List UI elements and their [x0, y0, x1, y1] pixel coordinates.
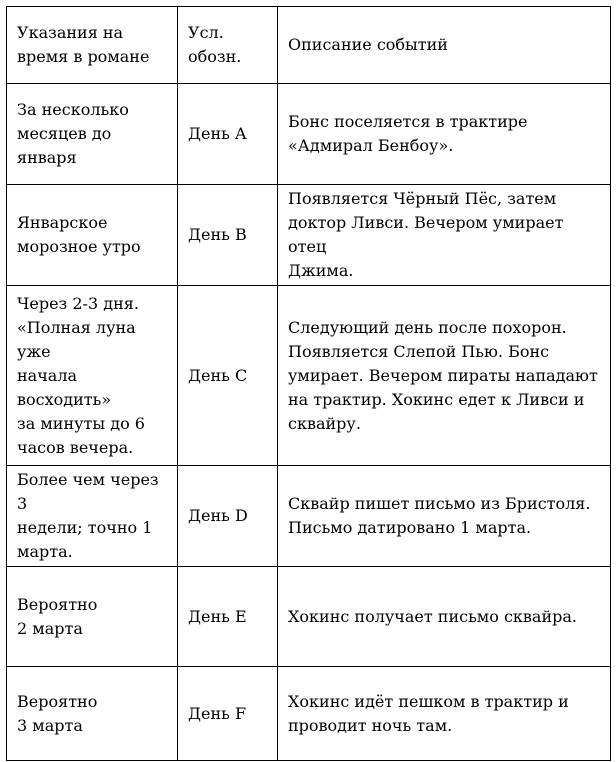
time-cell: Через 2-3 дня. «Полная луна уже начала восходить» за минуты до 6 часов вечера.: [7, 286, 178, 466]
time-cell: Январское морозное утро: [7, 185, 178, 286]
header-time: Указания на время в романе: [7, 7, 178, 84]
table-row: [7, 84, 611, 185]
table-row: [7, 567, 611, 667]
table-row: [7, 185, 611, 286]
time-cell: Вероятно 2 марта: [7, 567, 178, 667]
header-code: Усл. обозн.: [178, 7, 278, 84]
time-cell: Вероятно 3 марта: [7, 667, 178, 761]
table-row: [7, 286, 611, 466]
code-cell: День B: [178, 185, 278, 286]
code-cell: День F: [178, 667, 278, 761]
time-cell: За несколько месяцев до января: [7, 84, 178, 185]
code-cell: День C: [178, 286, 278, 466]
code-cell: День A: [178, 84, 278, 185]
code-cell: День D: [178, 466, 278, 567]
time-cell: Более чем через 3 недели; точно 1 марта.: [7, 466, 178, 567]
description-cell: Хокинс идёт пешком в трактир и проводит ночь там.: [278, 667, 611, 761]
description-cell: Следующий день после похорон. Появляется Слепой Пью. Бонс умирает. Вечером пираты нападают на трактир. Хокинс едет к Ливси и сквайру.: [278, 286, 611, 466]
table-row: [7, 466, 611, 567]
header-row: [7, 7, 611, 84]
header-description: Описание событий: [278, 7, 611, 84]
code-cell: День E: [178, 567, 278, 667]
timeline-table: [6, 6, 611, 761]
description-cell: Хокинс получает письмо сквайра.: [278, 567, 611, 667]
description-cell: Бонс поселяется в трактире «Адмирал Бенбоу».: [278, 84, 611, 185]
table-row: [7, 667, 611, 761]
description-cell: Появляется Чёрный Пёс, затем доктор Ливси. Вечером умирает отец Джима.: [278, 185, 611, 286]
description-cell: Сквайр пишет письмо из Бристоля. Письмо датировано 1 марта.: [278, 466, 611, 567]
